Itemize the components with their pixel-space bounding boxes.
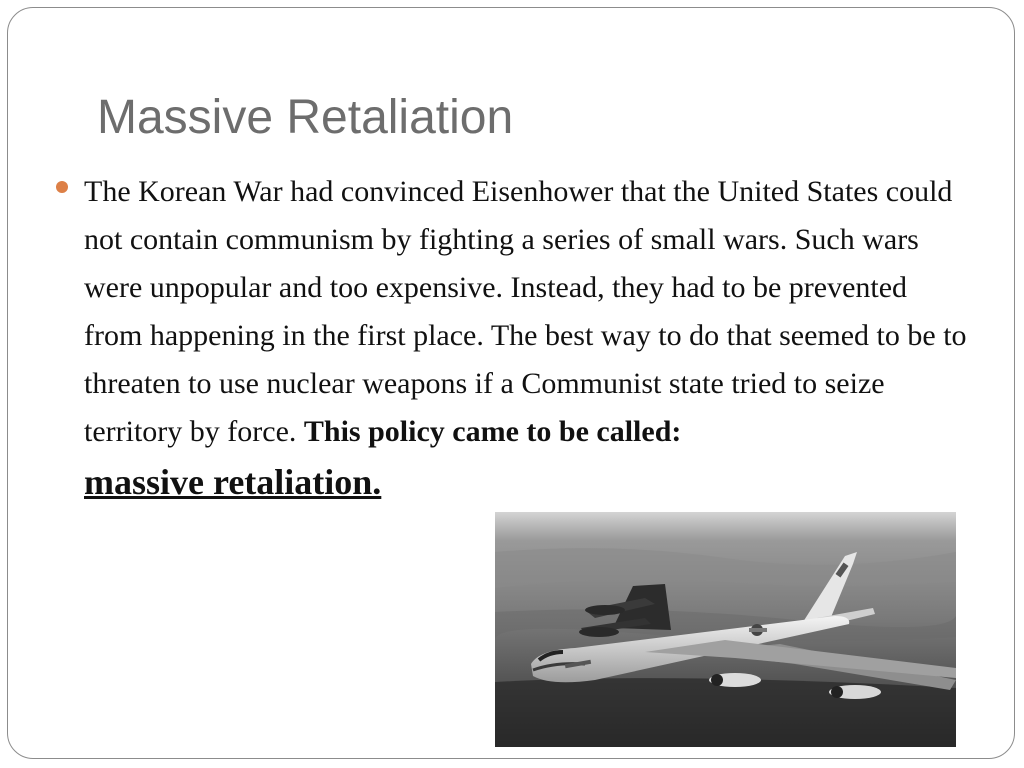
policy-lead-in: This policy came to be called:	[303, 415, 682, 448]
bullet-dot-icon	[56, 181, 68, 193]
policy-term: massive retaliation.	[84, 462, 382, 502]
slide-title: Massive Retaliation	[97, 91, 514, 144]
bomber-aircraft-photo	[495, 512, 956, 747]
bullet-paragraph	[84, 168, 969, 509]
paragraph-text: The Korean War had convinced Eisenhower that the United States could not contain communism by fighting a series of small wars. Such wars were unpopular and too expensive. Instead, they had to be prevented from happening in the first place. The best way to do that seemed to be to threaten to use nuclear weapons if a Communist state tried to seize territory by force.	[84, 175, 967, 448]
term-line	[84, 458, 969, 509]
